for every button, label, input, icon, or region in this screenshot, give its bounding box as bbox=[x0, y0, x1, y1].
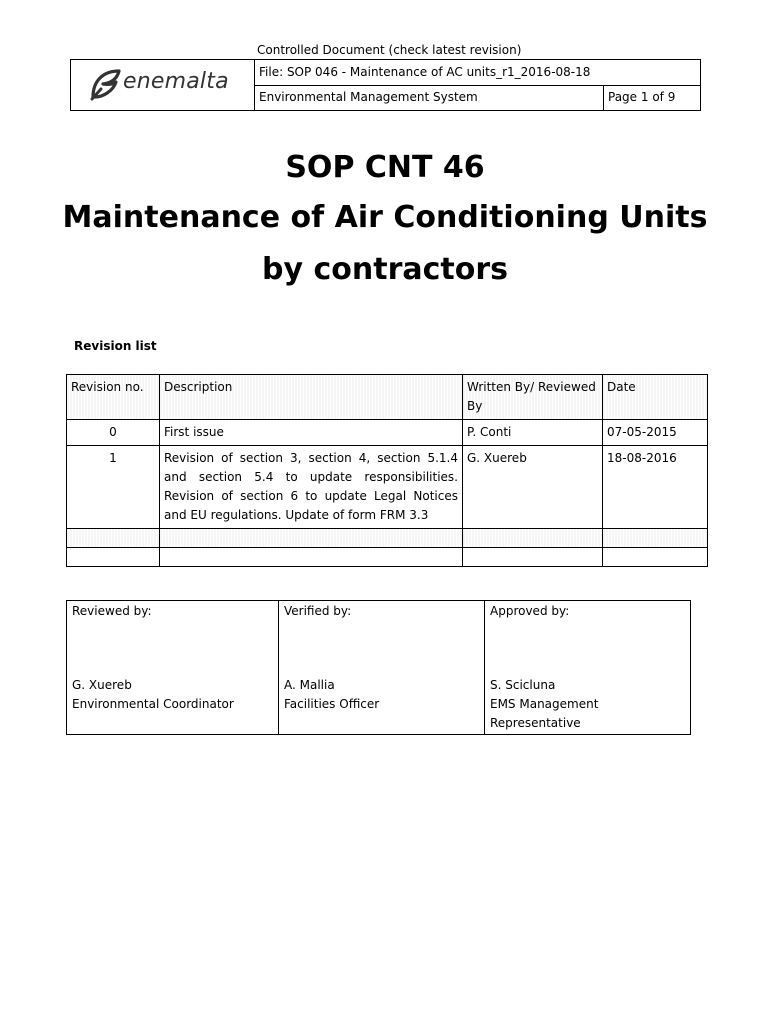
empty-cell bbox=[603, 548, 708, 567]
empty-cell bbox=[67, 548, 160, 567]
empty-cell bbox=[463, 548, 603, 567]
verifier-name: A. Mallia bbox=[284, 678, 335, 692]
document-header bbox=[70, 59, 701, 111]
column-header: Date bbox=[603, 375, 708, 420]
revision-no: 1 bbox=[67, 446, 160, 529]
revision-header-row bbox=[67, 375, 708, 420]
revision-no: 0 bbox=[67, 420, 160, 446]
reviewer-role: Environmental Coordinator bbox=[72, 697, 234, 711]
verified-by-label: Verified by: bbox=[284, 604, 352, 618]
approved-by-cell bbox=[485, 601, 691, 735]
file-cell bbox=[254, 60, 700, 86]
page-cell bbox=[603, 85, 700, 110]
empty-row bbox=[67, 529, 708, 548]
title-line-2: Maintenance of Air Conditioning Units bbox=[62, 200, 708, 235]
empty-cell bbox=[160, 529, 463, 548]
system-name: Environmental Management System bbox=[259, 90, 478, 104]
enemalta-leaf-icon bbox=[87, 67, 123, 103]
empty-cell bbox=[160, 548, 463, 567]
approver-role: EMS Management Representative bbox=[490, 697, 599, 730]
enemalta-logo-text: enemalta bbox=[123, 69, 229, 94]
column-header: Description bbox=[160, 375, 463, 420]
revision-author: G. Xuereb bbox=[463, 446, 603, 529]
page-number: Page 1 of 9 bbox=[608, 90, 676, 104]
verified-by-cell bbox=[279, 601, 485, 735]
verifier-role: Facilities Officer bbox=[284, 697, 380, 711]
empty-cell bbox=[603, 529, 708, 548]
table-row bbox=[67, 420, 708, 446]
approver-name: S. Scicluna bbox=[490, 678, 556, 692]
table-row bbox=[67, 446, 708, 529]
revision-author: P. Conti bbox=[463, 420, 603, 446]
revision-description: First issue bbox=[160, 420, 463, 446]
reviewed-by-cell bbox=[67, 601, 279, 735]
revision-date: 18-08-2016 bbox=[603, 446, 708, 529]
revision-table bbox=[66, 374, 708, 567]
reviewed-by-label: Reviewed by: bbox=[72, 604, 152, 618]
column-header: Revision no. bbox=[67, 375, 160, 420]
title-line-1: SOP CNT 46 bbox=[285, 150, 485, 185]
empty-row bbox=[67, 548, 708, 567]
signoff-table bbox=[66, 600, 691, 735]
reviewer-name: G. Xuereb bbox=[72, 678, 132, 692]
approved-by-label: Approved by: bbox=[490, 604, 570, 618]
empty-cell bbox=[463, 529, 603, 548]
title-line-3: by contractors bbox=[262, 252, 508, 287]
column-header: Written By/ Reviewed By bbox=[463, 375, 603, 420]
revision-date: 07-05-2015 bbox=[603, 420, 708, 446]
file-name: File: SOP 046 - Maintenance of AC units_r1_2016-08-18 bbox=[259, 65, 591, 79]
empty-cell bbox=[67, 529, 160, 548]
logo-cell bbox=[71, 60, 255, 110]
controlled-document-caption: Controlled Document (check latest revision) bbox=[257, 43, 522, 57]
revision-list-label: Revision list bbox=[74, 339, 157, 353]
system-cell bbox=[254, 85, 604, 110]
revision-description: Revision of section 3, section 4, section 5.1.4 and section 5.4 to update responsibilities. Revision of section 6 to update Legal Notices and EU regulations. Update of form FRM 3.3 bbox=[160, 446, 463, 529]
signoff-row bbox=[67, 601, 691, 735]
